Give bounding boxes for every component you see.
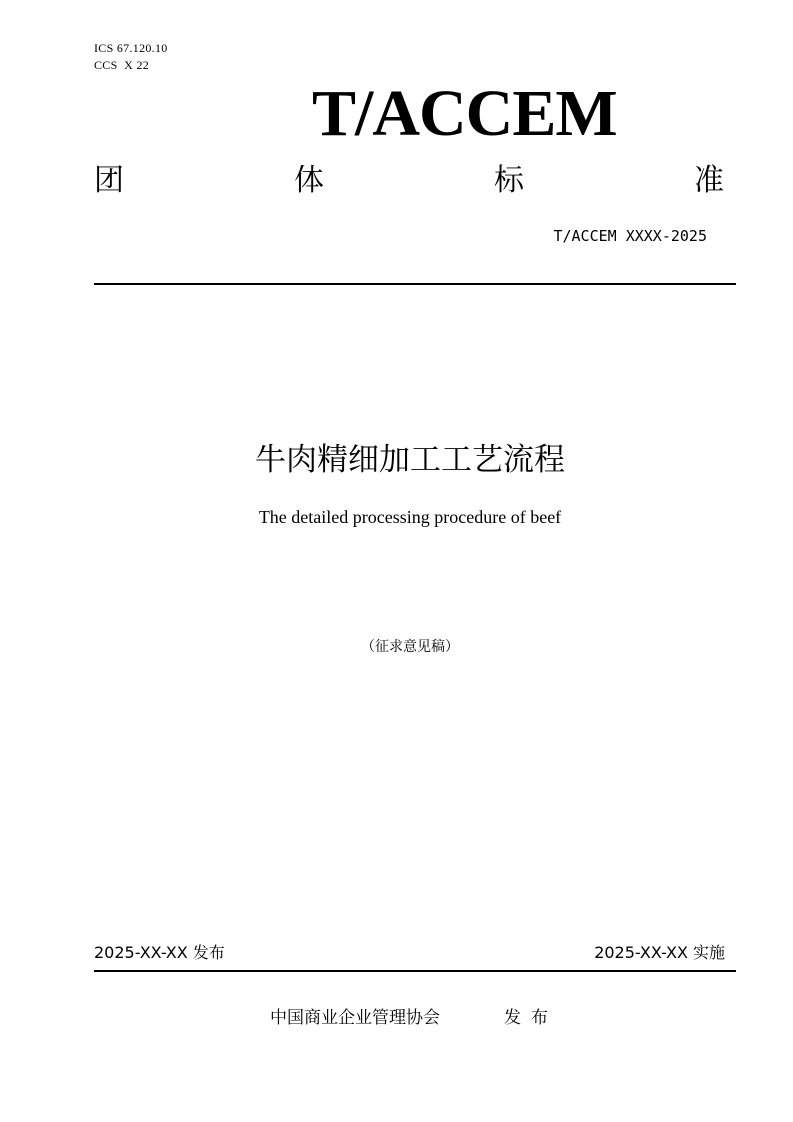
ics-code: ICS 67.120.10 xyxy=(94,41,168,55)
standard-type xyxy=(94,162,724,200)
standard-type-char: 团 xyxy=(94,163,124,198)
draft-status: （征求意见稿） xyxy=(361,639,459,655)
standard-type-char: 体 xyxy=(294,163,324,198)
standard-number: T/ACCEM XXXX-2025 xyxy=(553,227,707,245)
top-divider xyxy=(94,283,736,285)
document-title-chinese: 牛肉精细加工工艺流程 xyxy=(255,442,565,478)
document-title-english: The detailed processing procedure of beef xyxy=(258,507,562,527)
issuer-action: 发布 xyxy=(504,1008,558,1028)
bottom-divider xyxy=(94,970,736,972)
ccs-code: CCS X 22 xyxy=(94,58,150,72)
standard-type-char: 准 xyxy=(694,163,724,198)
issuer-name: 中国商业企业管理协会 xyxy=(270,1008,440,1028)
issue-date: 2025-XX-XX 发布 xyxy=(94,943,225,962)
standard-type-char: 标 xyxy=(494,163,524,198)
association-logo: T/ACCEM xyxy=(312,77,617,150)
implementation-date: 2025-XX-XX 实施 xyxy=(594,943,725,962)
